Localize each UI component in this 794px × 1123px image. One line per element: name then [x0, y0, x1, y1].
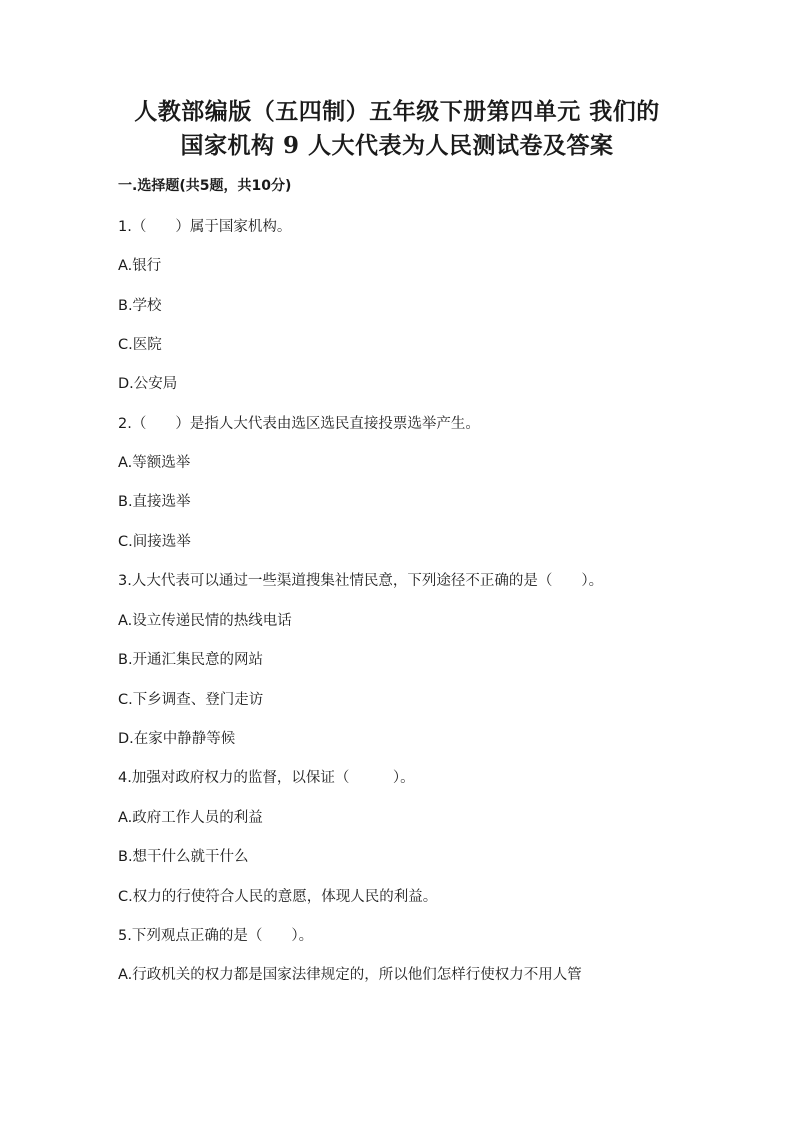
- question-3-stem: 3.人大代表可以通过一些渠道搜集社情民意，下列途径不正确的是（ ）。: [118, 573, 604, 589]
- document-title-line-1: 人教部编版（五四制）五年级下册第四单元 我们的: [134, 98, 660, 125]
- question-5-option-a: A.行政机关的权力都是国家法律规定的，所以他们怎样行使权力不用人管: [118, 967, 582, 983]
- document-title-line-2: 国家机构 9 人大代表为人民测试卷及答案: [180, 132, 614, 159]
- question-3-option-a: A.设立传递民情的热线电话: [118, 613, 292, 629]
- question-2-option-b: B.直接选举: [118, 494, 191, 510]
- question-3-option-b: B.开通汇集民意的网站: [118, 652, 264, 668]
- question-2-stem: 2.（ ）是指人大代表由选区选民直接投票选举产生。: [118, 416, 480, 432]
- question-1-option-d: D.公安局: [118, 376, 178, 392]
- question-1-option-a: A.银行: [118, 258, 162, 274]
- question-3-option-c: C.下乡调查、登门走访: [118, 692, 264, 708]
- question-2-option-a: A.等额选举: [118, 455, 191, 471]
- section-heading: 一.选择题(共5题，共10分): [118, 178, 292, 194]
- question-5-stem: 5.下列观点正确的是（ ）。: [118, 928, 314, 944]
- question-1-stem: 1.（ ）属于国家机构。: [118, 219, 292, 235]
- question-4-option-b: B.想干什么就干什么: [118, 849, 249, 865]
- question-4-option-c: C.权力的行使符合人民的意愿，体现人民的利益。: [118, 889, 438, 905]
- question-2-option-c: C.间接选举: [118, 534, 191, 550]
- question-1-option-b: B.学校: [118, 298, 162, 314]
- question-4-option-a: A.政府工作人员的利益: [118, 810, 263, 826]
- question-1-option-c: C.医院: [118, 337, 162, 353]
- question-4-stem: 4.加强对政府权力的监督，以保证（ ）。: [118, 770, 415, 786]
- question-3-option-d: D.在家中静静等候: [118, 731, 236, 747]
